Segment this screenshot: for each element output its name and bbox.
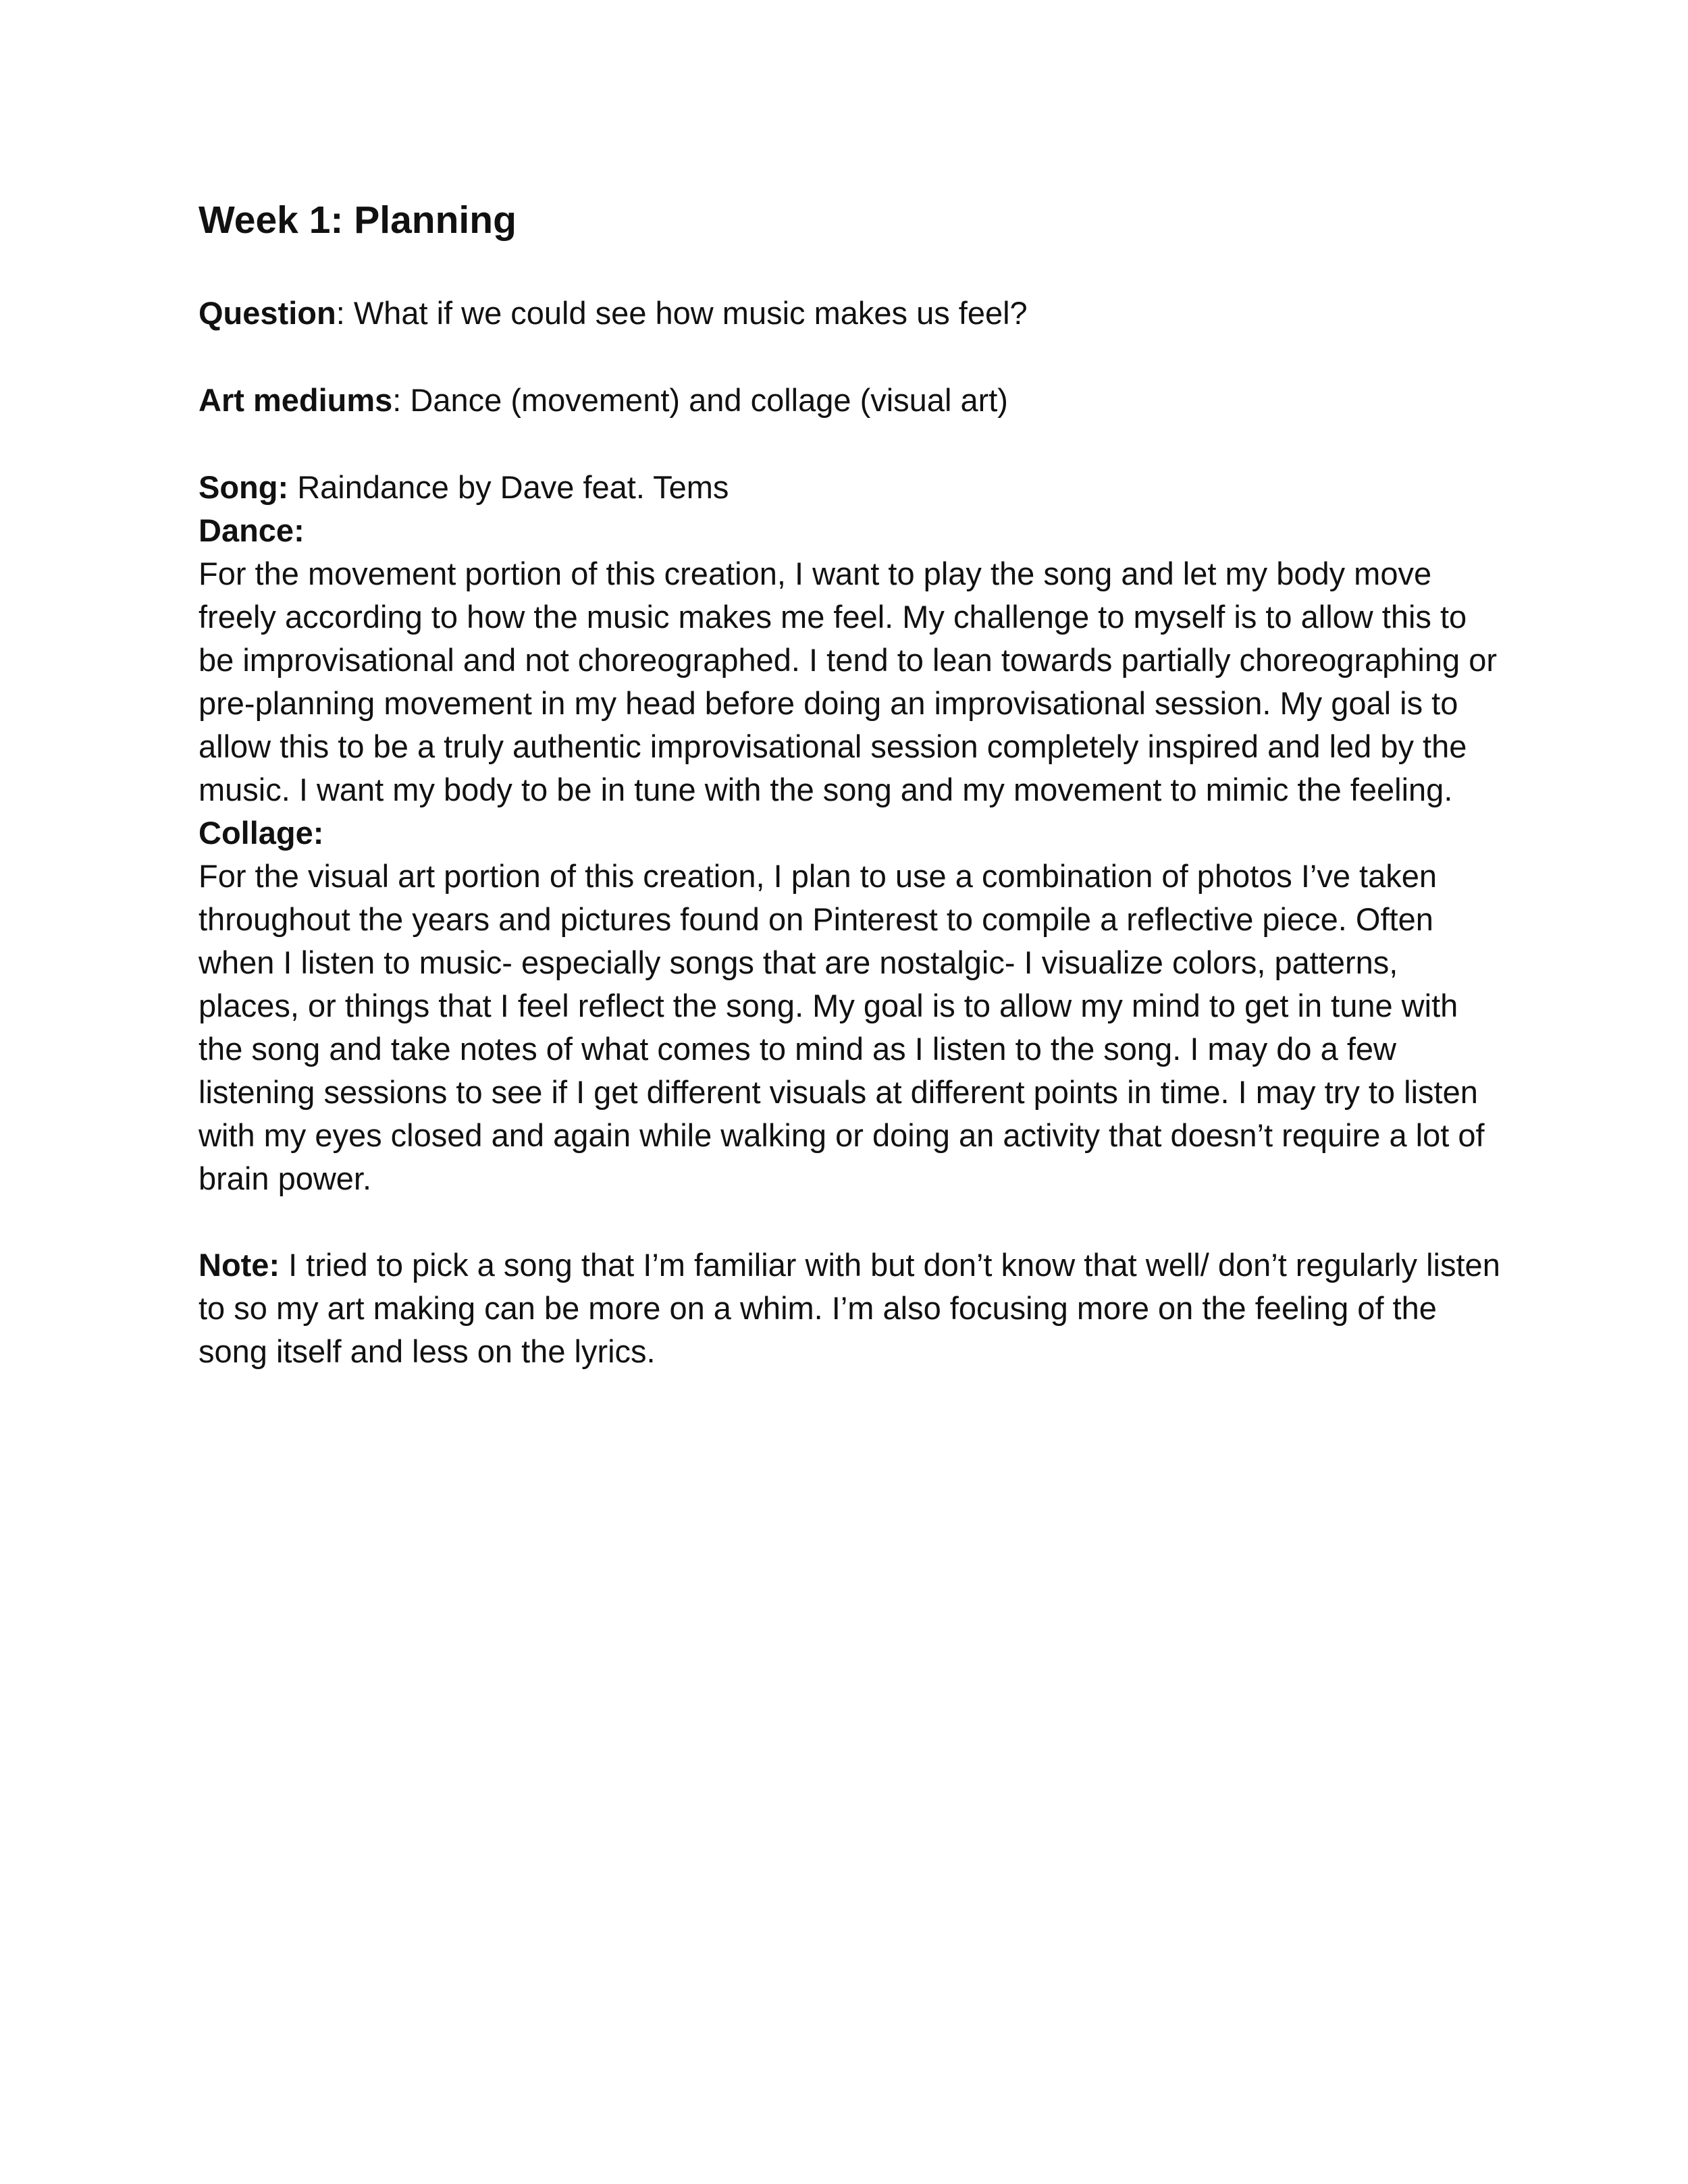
note-label: Note:	[199, 1247, 280, 1283]
art-mediums-separator: :	[392, 382, 411, 418]
song-value: Raindance by Dave feat. Tems	[288, 469, 729, 505]
dance-heading: Dance:	[199, 512, 305, 548]
note-body: I tried to pick a song that I’m familiar with but don’t know that well/ don’t regularly listen to so my art making can be more on a whim. I’m also focusing more on the feeling of the song itself and less on the lyrics.	[199, 1247, 1500, 1369]
song-label: Song:	[199, 469, 289, 505]
note-section	[199, 1244, 1502, 1373]
collage-section	[199, 811, 1502, 1200]
question-label: Question	[199, 295, 336, 331]
dance-body: For the movement portion of this creation, I want to play the song and let my body move freely according to how the music makes me feel. My challenge to myself is to allow this to be improvisational and not choreographed. I tend to lean towards partially choreographing or pre-planning movement in my head before doing an improvisational session. My goal is to allow this to be a truly authentic improvisational session completely inspired and led by the music. I want my body to be in tune with the song and my movement to mimic the feeling.	[199, 556, 1497, 807]
art-mediums-value: Dance (movement) and collage (visual art)	[410, 382, 1008, 418]
question-line	[199, 292, 1502, 335]
art-mediums-line	[199, 379, 1502, 422]
question-separator: :	[336, 295, 354, 331]
art-mediums-label: Art mediums	[199, 382, 393, 418]
document-page	[199, 196, 1502, 1373]
dance-section	[199, 509, 1502, 811]
collage-body: For the visual art portion of this creation, I plan to use a combination of photos I’ve taken throughout the years and pictures found on Pinterest to compile a reflective piece. Often when I listen to music- especially songs that are nostalgic- I visualize colors, patterns, places, or things that I feel reflect the song. My goal is to allow my mind to get in tune with the song and take notes of what comes to mind as I listen to the song. I may do a few listening sessions to see if I get different visuals at different points in time. I may try to listen with my eyes closed and again while walking or doing an activity that doesn’t require a lot of brain power.	[199, 858, 1485, 1196]
page-title: Week 1: Planning	[199, 198, 517, 242]
question-value: What if we could see how music makes us feel?	[353, 295, 1028, 331]
collage-heading: Collage:	[199, 815, 324, 851]
song-line	[199, 466, 1502, 509]
